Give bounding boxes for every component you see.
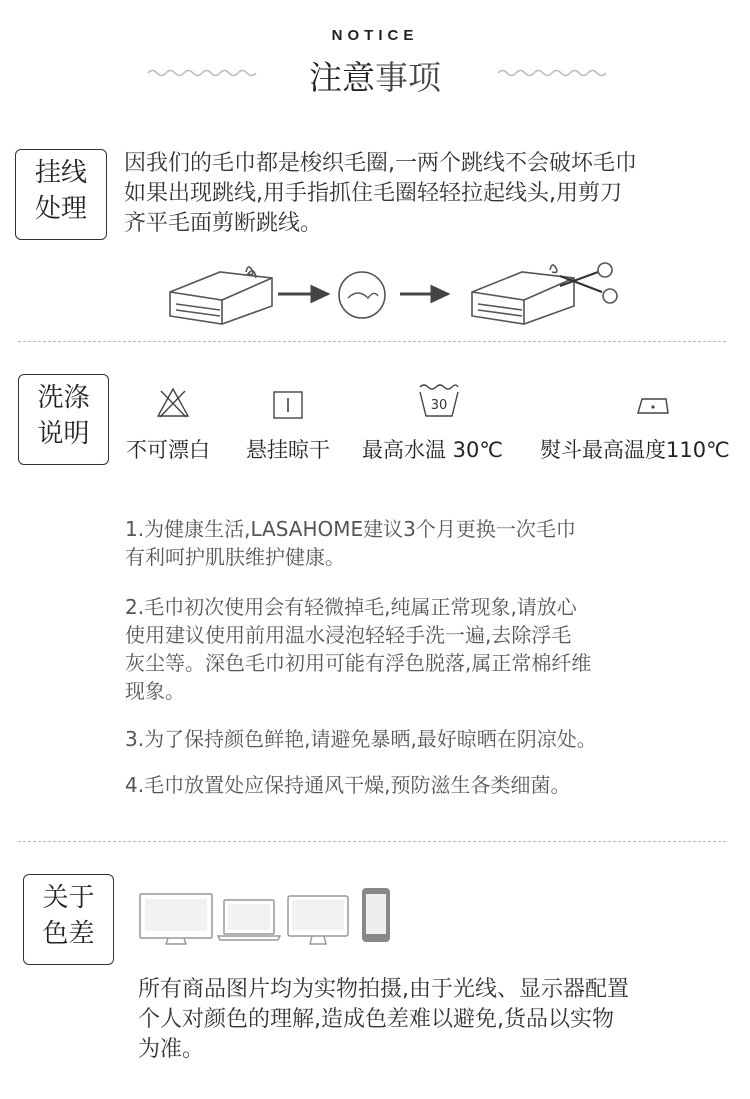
imac-icon [288, 896, 348, 944]
note-2: 2.毛巾初次使用会有轻微掉毛,纯属正常现象,请放心 使用建议使用前用温水浸泡轻轻手洗一遍,去除浮毛 灰尘等。深色毛巾初用可能有浮色脱落,属正常棉纤维 现象。 [125, 595, 592, 703]
color-difference-text: 所有商品图片均为实物拍摄,由于光线、显示器配置 个人对颜色的理解,造成色差难以避免,货品以实物 为准。 [138, 977, 629, 1062]
tag-washing-instructions: 洗涤 说明 [18, 374, 109, 465]
devices-illustration [138, 886, 398, 948]
care-label-iron-temp: 熨斗最高温度110℃ [540, 438, 730, 462]
care-label-hang-dry: 悬挂晾干 [246, 438, 330, 462]
no-bleach-icon [156, 387, 190, 419]
note-4: 4.毛巾放置处应保持通风干燥,预防滋生各类细菌。 [125, 773, 571, 797]
note-3: 3.为了保持颜色鲜艳,请避免暴晒,最好晾晒在阴凉处。 [125, 727, 597, 751]
notice-heading-cn: 注意事项 [309, 58, 441, 97]
iron-icon [636, 393, 670, 415]
section-divider [18, 841, 726, 842]
notice-heading-en: NOTICE [331, 27, 419, 44]
folded-towel-icon [170, 267, 272, 324]
arrow-right-icon [400, 287, 447, 301]
tag-color-difference: 关于 色差 [23, 874, 114, 965]
care-label-wash-temp: 最高水温 30℃ [362, 438, 503, 462]
thread-circle-icon [339, 272, 385, 318]
hang-dry-icon [273, 391, 303, 419]
thread-cut-illustration [162, 258, 632, 330]
section-divider [18, 341, 726, 342]
wash-30-icon [418, 383, 460, 419]
wave-divider-right-icon [498, 68, 606, 78]
desktop-monitor-icon [140, 894, 212, 944]
note-1: 1.为健康生活,LASAHOME建议3个月更换一次毛巾 有利呵护肌肤维护健康。 [125, 517, 576, 569]
laptop-icon [218, 900, 280, 940]
tag-thread-handling: 挂线 处理 [15, 149, 107, 240]
wave-divider-left-icon [148, 68, 256, 78]
phone-icon [362, 888, 390, 942]
svg-text:30: 30 [430, 398, 448, 413]
care-label-no-bleach: 不可漂白 [126, 438, 210, 462]
thread-handling-text: 因我们的毛巾都是梭织毛圈,一两个跳线不会破坏毛巾 如果出现跳线,用手指抓住毛圈轻轻拉起线头,用剪刀 齐平毛面剪断跳线。 [124, 151, 637, 236]
arrow-right-icon [278, 287, 327, 301]
towel-with-scissors-icon [472, 263, 617, 324]
